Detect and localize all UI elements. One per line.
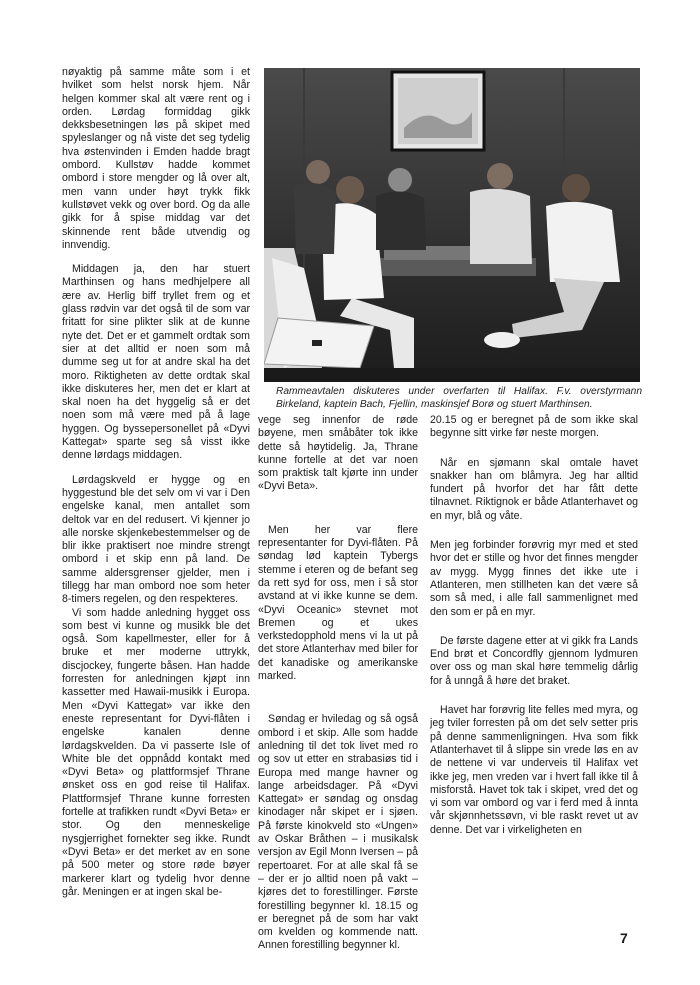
article-column-3 — [430, 414, 638, 848]
article-column-1 — [62, 66, 250, 910]
paragraph: Søndag er hviledag og så også ombord i et skip. Alle som hadde anledning til det tok livet med ro og sov ut etter en strabasiøs tid i Europa med mange havner og lange arbeidsdager. På «Dyvi Kattegat» er søndag og onsdag kinodager når skipet er i sjøen. På første kinokveld sto «Ungen» av Oskar Bråthen – i musikalsk versjon av Egil Monn Iversen – på repertoaret. For at alle skal få se – der er jo alltid noen på vakt – kjøres det to forestillinger. Første forestilling begynner kl. 18.15 og er beregnet på de som har vakt om kvelden og kommende natt. Annen forestilling begynner kl. — [258, 713, 418, 952]
paragraph: Havet har forøvrig lite felles med myra, og jeg tviler forresten på om det selv setter pris på denne sammenligningen. Hva som fikk Atlanterhavet til å slippe sin vrede løs en av de nettene vi var underveis til Halifax vet ikke jeg, men vreden var i hvert fall ikke til å misforstå. Havet tok tak i skipet, vred det og vi som var ombord og var i ferd med å innta vår skjønnhetssøvn, vi ble raskt revet ut av denne. Det var i virkeligheten en — [430, 704, 638, 836]
paragraph: vege seg innenfor de røde bøyene, men småbåter tok ikke dette så høytidelig. Ja, Thrane kunne fortelle at det var noen som praktisk talt kjørte inn under «Dyvi Beta». — [258, 414, 418, 493]
paragraph: Når en sjømann skal omtale havet snakker han om blåmyra. Jeg har alltid fundert på hvorfor det har fått dette tilnavnet. Riktignok er både Atlanterhavet og en myr, blå og våte. — [430, 456, 638, 522]
page-number: 7 — [620, 930, 628, 946]
article-column-2 — [258, 414, 418, 964]
paragraph: Lørdagskveld er hygge og en hyggestund ble det selv om vi var i Den engelske kanal, men antallet som deltok var en del redusert. Vi kjenner jo alle norske skjenkebestemmelser og de blir ikke praktisert noe mindre strengt ombord i et skip enn på land. De samme aldersgrenser gjelder, men i tillegg har man ombord noe som heter 8-timers regelen, og den respekteres. — [62, 473, 250, 606]
paragraph: 20.15 og er beregnet på de som ikke skal begynne sitt virke før neste morgen. — [430, 414, 638, 440]
paragraph: Vi som hadde anledning hygget oss som best vi kunne og musikk ble det også. Som kapellmester, eller for å bruke et mer moderne uttrykk, discjockey, fungerte båsen. Han hadde forresten for anledningen kjøpt inn kassetter med Hawaii-musikk i Europa. Men «Dyvi Kattegat» var ikke den eneste representant for Dyvi-flåten i engelske kanalen denne lørdagskvelden. Da vi passerte Isle of White ble det oppnådd kontakt med «Dyvi Beta» og plattformsjef Thrane ønsket oss en god reise til Halifax. Plattformsjef Thrane kunne forresten fortelle at trafikken rundt «Dyvi Beta» er stor. Og den menneskelige nysgjerrighet fornekter seg ikke. Rundt «Dyvi Beta» er det merket av en sone på 500 meter og store røde bøyer markerer klart og tydelig hvor denne går. Meningen er at ingen skal be- — [62, 606, 250, 898]
paragraph: De første dagene etter at vi gikk fra Lands End brøt et Concordfly gjennom lydmuren over oss og man skal høre temmelig dårlig for å unngå å høre det braket. — [430, 634, 638, 687]
paragraph: Men jeg forbinder forøvrig myr med et sted hvor det er stille og hvor det finnes mengder av mygg. Mygg finnes det ikke ute i Atlanteren, men stillheten kan det være så som så med, i alle fall sammenlignet med den som er på en myr. — [430, 539, 638, 618]
article-photo — [264, 68, 640, 382]
paragraph: Middagen ja, den har stuert Marthinsen og hans medhjelpere all ære av. Herlig biff tryllet frem og et glass rødvin var det også til de som var fritatt for sine plikter slik at de kunne nyte det. Det er et gammelt ordtak som sier at det alltid er noen som må dumme seg ut for at andre skal ha det moro. Riktigheten av dette ordtak skal ikke diskuteres her, men det er klart at skal noen ha det hyggelig så er det noen som må være med på å lage hyggen. Og byssepersonellet på «Dyvi Kattegat» sparte seg så visst ikke denne lørdags middagen. — [62, 263, 250, 462]
paragraph: Men her var flere representanter for Dyvi-flåten. På søndag lød kaptein Tybergs stemme i eteren og de befant seg da rett syd for oss, men i så stor avstand at vi ikke kunne se dem. «Dyvi Oceanic» stevnet mot Bremen og et ukes verkstedopphold mens vi la ut på det store Atlanterhav med biler for det kanadiske og amerikanske marked. — [258, 523, 418, 683]
photo-caption: Rammeavtalen diskuteres under overfarten til Halifax. F.v. overstyrmann Birkeland, kaptein Bach, Fjellin, maskinsjef Borø og stuert Marthinsen. — [276, 386, 642, 410]
paragraph: nøyaktig på samme måte som i et hvilket som helst norsk hjem. Når helgen kommer skal alt være rent og i orden. Lørdag formiddag gikk dekksbesetningen løs på skipet med spyleslanger og nå viste det seg tydelig hva østenvinden i Emden hadde bragt ombord. Kullstøv hadde kommet ombord i store mengder og lå over alt, men vann under høyt trykk fikk kullstøvet vekk og over bord. Og da alle gikk for å spise middag var det skinnende rent både utvendig og innvendig. — [62, 66, 250, 251]
